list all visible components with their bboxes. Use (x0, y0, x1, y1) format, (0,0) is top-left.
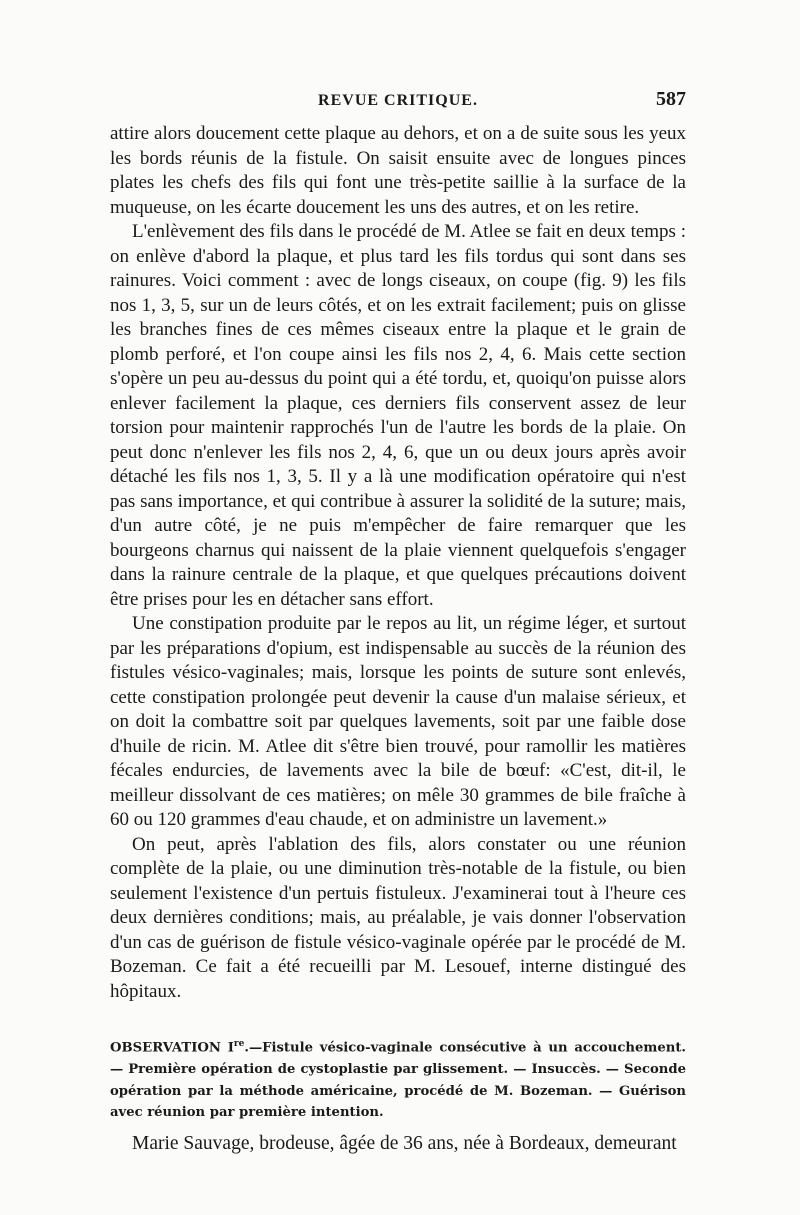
paragraph-start: Marie Sauvage, brodeuse, âgée de 36 ans, née à Bordeaux, demeurant (132, 1132, 677, 1154)
page-number: 587 (656, 88, 686, 110)
body-text (110, 122, 686, 1004)
document-page (110, 88, 686, 1156)
paragraph: Une constipation produite par le repos au lit, un régime léger, et surtout par les préparations d'opium, est indispensable au succès de la réunion des fistules vésico-vaginales; mais, lorsque les points de suture sont enlevés, cette constipation prolongée peut devenir la cause d'un malaise sérieux, et on doit la combattre soit par quelques lavements, soit par une faible dose d'huile de ricin. M. Atlee dit s'être bien trouvé, pour ramollir les matières fécales endurcies, de lavements avec la bile de bœuf: «C'est, dit-il, le meilleur dissolvant de ces matières; on mêle 30 grammes de bile fraîche à 60 ou 120 grammes d'eau chaude, et on administre un lavement.» (110, 613, 686, 830)
observation-heading (110, 1034, 686, 1124)
running-title: REVUE CRITIQUE. (318, 92, 478, 109)
observation-summary: .—Fistule vésico-vaginale consécutive à un accouchement. — Première opération de cystoplastie par glissement. — Insuccès. — Seconde opération par la méthode américaine, procédé de M. Bozeman. — Guérison avec réunion par première intention. (110, 1040, 686, 1121)
paragraph: attire alors doucement cette plaque au dehors, et on a de suite sous les yeux les bords réunis de la fistule. On saisit ensuite avec de longues pinces plates les chefs des fils qui font une très-petite saillie à la surface de la muqueuse, on les écarte doucement les uns des autres, et on les retire. (110, 123, 686, 218)
observation-label: OBSERVATION I (110, 1040, 234, 1056)
paragraph: On peut, après l'ablation des fils, alors constater ou une réunion complète de la plaie, ou une diminution très-notable de la fistule, ou bien seulement l'existence d'un pertuis fistuleux. J'examinerai tout à l'heure ces deux dernières conditions; mais, au préalable, je vais donner l'observation d'un cas de guérison de fistule vésico-vaginale opérée par le procédé de M. Bozeman. Ce fait a été recueilli par M. Lesouef, interne distingué des hôpitaux. (110, 833, 686, 1002)
paragraph: L'enlèvement des fils dans le procédé de M. Atlee se fait en deux temps : on enlève d'abord la plaque, et plus tard les fils tordus qui sont dans ses rainures. Voici comment : avec de longs ciseaux, on coupe (fig. 9) les fils nos 1, 3, 5, sur un de leurs côtés, et on les extrait facilement; puis on glisse les branches fines de ces mêmes ciseaux entre la plaque et le grain de plomb perforé, et l'on coupe ainsi les fils nos 2, 4, 6. Mais cette section s'opère un peu au-dessus du point qui a été tordu, et, quoiqu'on puisse alors enlever facilement la plaque, ces derniers fils conservent assez de leur torsion pour maintenir rapprochés l'un de l'autre les bords de la plaie. On peut donc n'enlever les fils nos 2, 4, 6, que un ou deux jours après avoir détaché les fils nos 1, 3, 5. Il y a là une modification opératoire qui n'est pas sans importance, et qui contribue à assurer la solidité de la suture; mais, d'un autre côté, je ne puis m'empêcher de faire remarquer que les bourgeons charnus qui naissent de la plaie viennent quelquefois s'engager dans la rainure centrale de la plaque, et que quelques précautions doivent être prises pour les en détacher sans effort. (110, 221, 686, 610)
observation-label-sup: re (233, 1039, 245, 1049)
page-header (110, 88, 686, 122)
